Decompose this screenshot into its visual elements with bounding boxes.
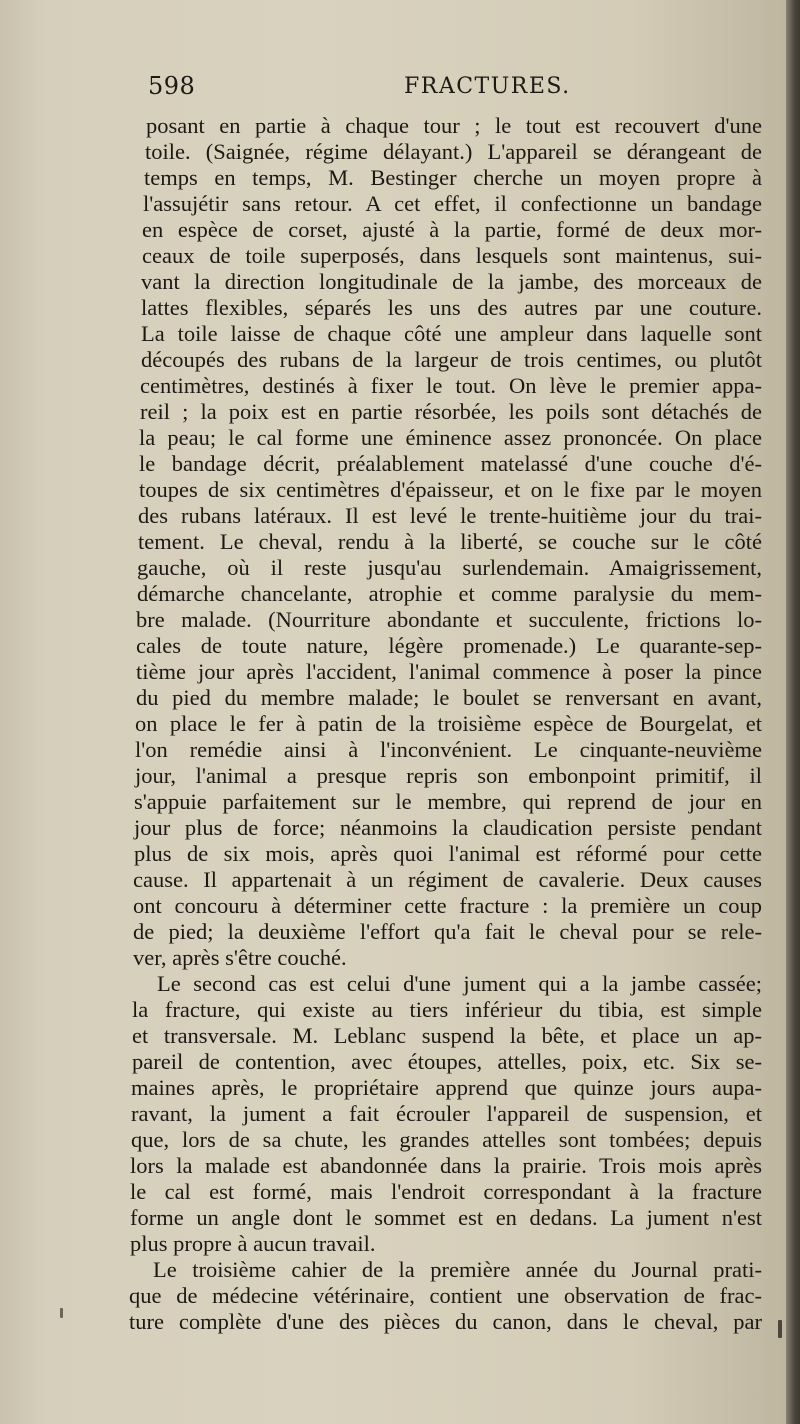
- text-line: cales de toute nature, légère promenade.) Le quarante-sep-: [136, 633, 762, 658]
- text-line: cause. Il appartenait à un régiment de cavalerie. Deux causes: [133, 867, 762, 892]
- text-line: bre malade. (Nourriture abondante et succulente, frictions lo-: [136, 607, 762, 632]
- text-line: forme un angle dont le sommet est en dedans. La jument n'est: [130, 1205, 762, 1230]
- text-line: tement. Le cheval, rendu à la liberté, se couche sur le côté: [138, 529, 762, 554]
- text-line: s'appuie parfaitement sur le membre, qui reprend de jour en: [134, 789, 762, 814]
- text-line: tième jour après l'accident, l'animal commence à poser la pince: [136, 659, 762, 684]
- running-title: FRACTURES.: [404, 74, 571, 99]
- text-line: ravant, la jument a fait écrouler l'appareil de suspension, et: [131, 1101, 762, 1126]
- paper-mark: [778, 1320, 782, 1338]
- text-line: toupes de six centimètres d'épaisseur, et on le fixe par le moyen: [139, 477, 762, 502]
- text-line: maines après, le propriétaire apprend que quinze jours aupa-: [131, 1075, 762, 1100]
- text-line: temps en temps, M. Bestinger cherche un moyen propre à: [144, 165, 762, 190]
- text-line: jour, l'animal a presque repris son embonpoint primitif, il: [135, 763, 762, 788]
- text-line: la peau; le cal forme une éminence assez prononcée. On place: [139, 425, 762, 450]
- text-line: posant en partie à chaque tour ; le tout est recouvert d'une: [146, 113, 762, 138]
- text-line: La toile laisse de chaque côté une ampleur dans laquelle sont: [141, 321, 762, 346]
- text-line: la fracture, qui existe au tiers inférieur du tibia, est simple: [132, 997, 762, 1022]
- text-line: que, lors de sa chute, les grandes attelles sont tombées; depuis: [131, 1127, 762, 1152]
- text-line: en espèce de corset, ajusté à la partie, formé de deux mor-: [142, 217, 762, 242]
- text-line: découpés des rubans de la largeur de trois centimes, ou plutôt: [141, 347, 762, 372]
- text-line: pareil de contention, avec étoupes, attelles, poix, etc. Six se-: [132, 1049, 762, 1074]
- page-edge-shadow: [786, 0, 800, 1424]
- text-line: plus propre à aucun travail.: [130, 1231, 376, 1256]
- page-number: 598: [148, 72, 196, 100]
- text-line: l'assujétir sans retour. A cet effet, il confectionne un bandage: [143, 191, 762, 216]
- text-line: reil ; la poix est en partie résorbée, les poils sont détachés de: [140, 399, 762, 424]
- text-line: du pied du membre malade; le boulet se renversant en avant,: [136, 685, 762, 710]
- text-line: on place le fer à patin de la troisième espèce de Bourgelat, et: [135, 711, 762, 736]
- text-line: ceaux de toile superposés, dans lesquels sont maintenus, sui-: [142, 243, 762, 268]
- text-line: Le second cas est celui d'une jument qui a la jambe cassée;: [157, 971, 762, 996]
- text-line: démarche chancelante, atrophie et comme paralysie du mem-: [137, 581, 762, 606]
- text-line: jour plus de force; néanmoins la claudication persiste pendant: [134, 815, 762, 840]
- text-line: des rubans latéraux. Il est levé le trente-huitième jour du trai-: [138, 503, 762, 528]
- text-line: ture complète d'une des pièces du canon, dans le cheval, par: [129, 1309, 762, 1334]
- text-line: l'on remédie ainsi à l'inconvénient. Le cinquante-neuvième: [135, 737, 762, 762]
- text-line: et transversale. M. Leblanc suspend la bête, et place un ap-: [132, 1023, 762, 1048]
- text-line: Le troisième cahier de la première année du Journal prati-: [153, 1257, 762, 1282]
- text-line: lattes flexibles, séparés les uns des autres par une couture.: [141, 295, 762, 320]
- text-line: toile. (Saignée, régime délayant.) L'appareil se dérangeant de: [145, 139, 762, 164]
- text-line: gauche, où il reste jusqu'au surlendemain. Amaigrissement,: [137, 555, 762, 580]
- text-line: le bandage décrit, préalablement matelassé d'une couche d'é-: [139, 451, 762, 476]
- text-line: centimètres, destinés à fixer le tout. On lève le premier appa-: [140, 373, 762, 398]
- text-line: de pied; la deuxième l'effort qu'a fait le cheval pour se rele-: [133, 919, 762, 944]
- text-line: lors la malade est abandonnée dans la prairie. Trois mois après: [130, 1153, 762, 1178]
- text-line: le cal est formé, mais l'endroit correspondant à la fracture: [130, 1179, 762, 1204]
- text-line: que de médecine vétérinaire, contient une observation de frac-: [129, 1283, 762, 1308]
- paper-mark: [60, 1308, 63, 1318]
- text-line: plus de six mois, après quoi l'animal est réformé pour cette: [134, 841, 762, 866]
- text-line: ont concouru à déterminer cette fracture : la première un coup: [133, 893, 762, 918]
- text-line: ver, après s'être couché.: [133, 945, 347, 970]
- text-line: vant la direction longitudinale de la jambe, des morceaux de: [141, 269, 762, 294]
- page-header: [148, 72, 758, 108]
